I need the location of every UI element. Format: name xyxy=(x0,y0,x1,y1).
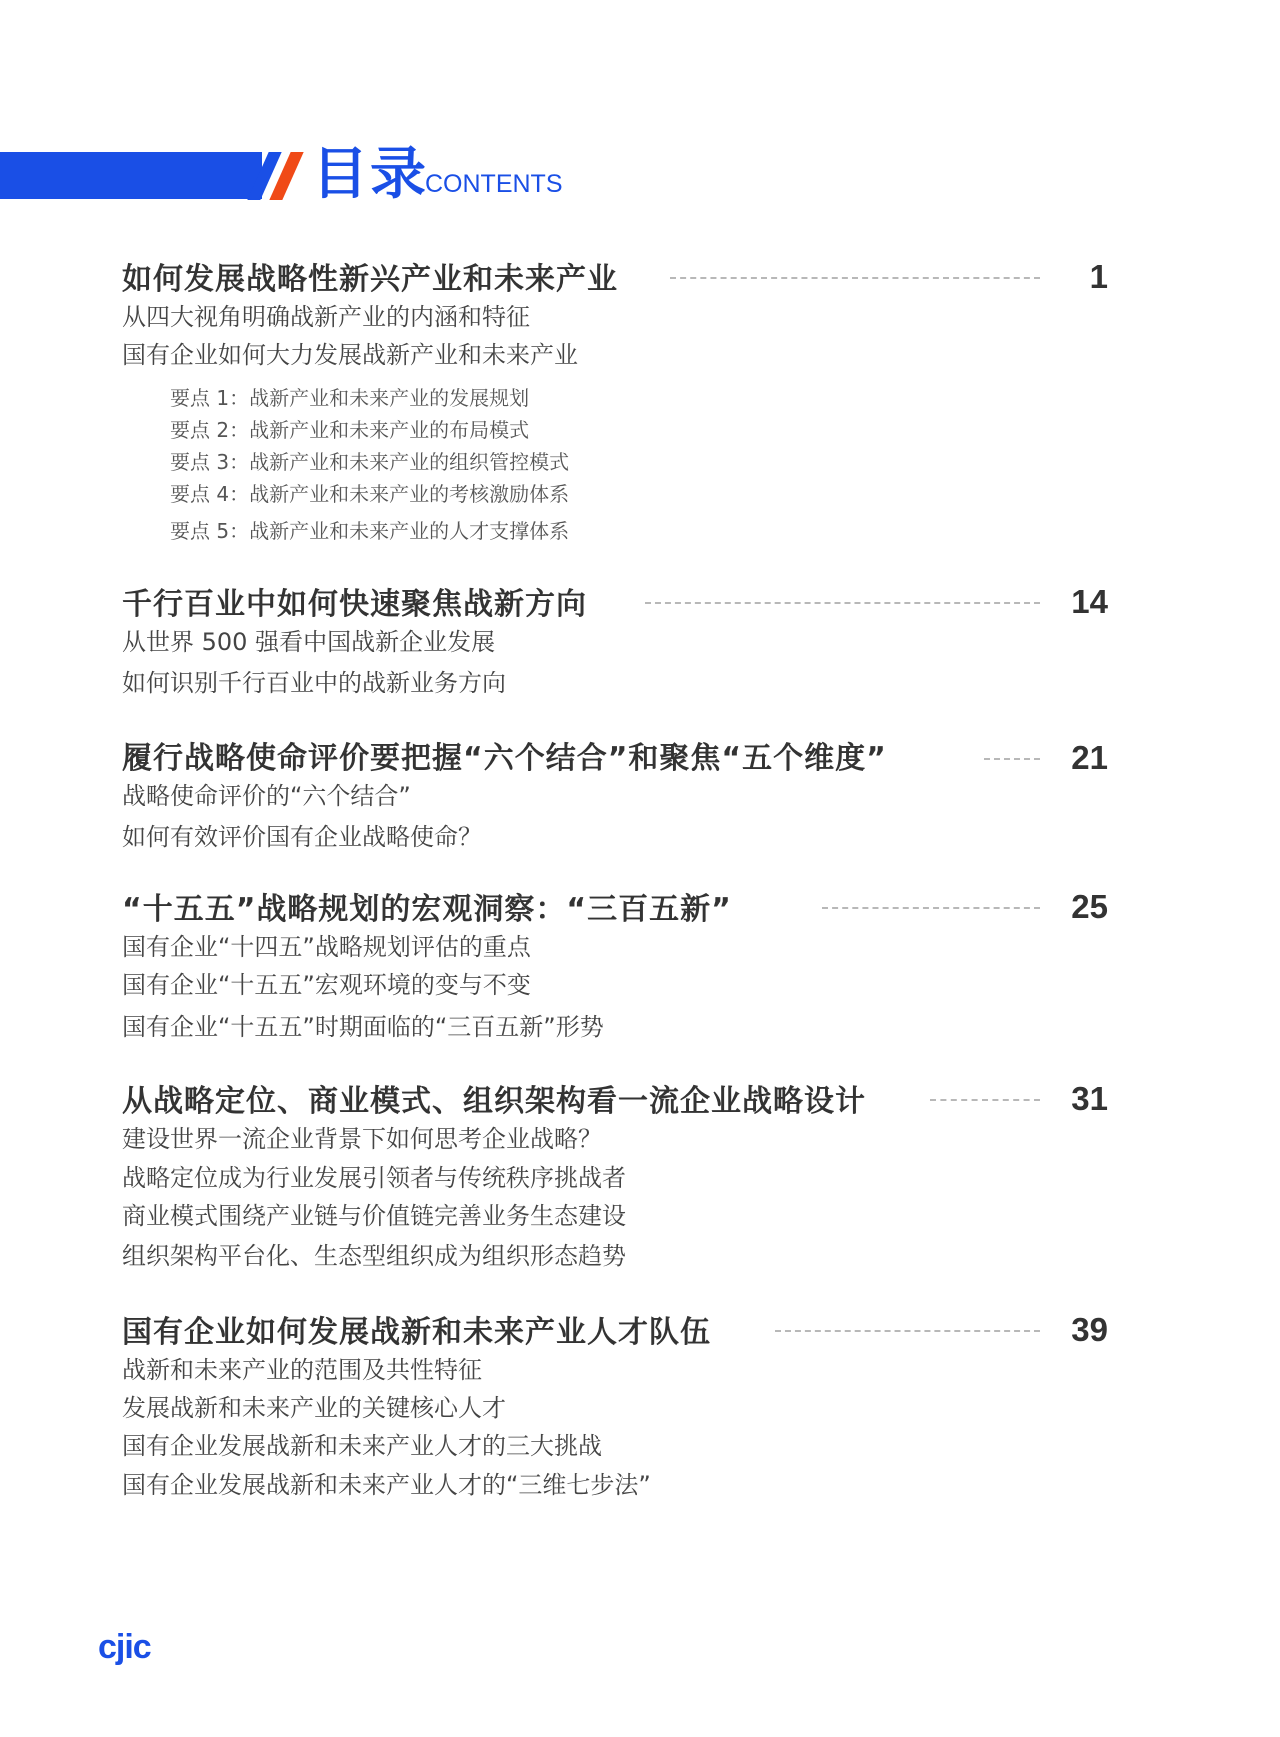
toc-subitem[interactable]: 商业模式围绕产业链与价值链完善业务生态建设 xyxy=(122,1202,626,1230)
toc-subitem[interactable]: 国有企业发展战新和未来产业人才的三大挑战 xyxy=(122,1432,602,1460)
toc-subitem[interactable]: 国有企业“十五五”时期面临的“三百五新”形势 xyxy=(122,1013,604,1041)
toc-page-number: 31 xyxy=(1071,1080,1108,1117)
toc-section-2-title[interactable]: 千行百业中如何快速聚焦战新方向 xyxy=(122,587,587,622)
toc-section-3-title[interactable]: 履行战略使命评价要把握“六个结合”和聚焦“五个维度” xyxy=(122,741,887,776)
toc-subitem[interactable]: 战略使命评价的“六个结合” xyxy=(122,782,411,810)
toc-point[interactable]: 要点 3：战新产业和未来产业的组织管控模式 xyxy=(170,450,570,474)
toc-page-number: 21 xyxy=(1071,739,1108,776)
toc-subitem[interactable]: 战新和未来产业的范围及共性特征 xyxy=(122,1356,482,1384)
toc-point[interactable]: 要点 2：战新产业和未来产业的布局模式 xyxy=(170,418,530,442)
toc-leader xyxy=(645,602,1040,604)
toc-leader xyxy=(822,907,1040,909)
header-band xyxy=(0,152,262,199)
toc-subitem[interactable]: 组织架构平台化、生态型组织成为组织形态趋势 xyxy=(122,1242,626,1270)
page-title-en: CONTENTS xyxy=(425,170,563,198)
toc-section-6-title[interactable]: 国有企业如何发展战新和未来产业人才队伍 xyxy=(122,1315,711,1350)
toc-section-1-title[interactable]: 如何发展战略性新兴产业和未来产业 xyxy=(122,262,618,297)
toc-page-number: 14 xyxy=(1071,583,1108,620)
toc-point[interactable]: 要点 4：战新产业和未来产业的考核激励体系 xyxy=(170,482,570,506)
toc-page-number: 39 xyxy=(1071,1311,1108,1348)
toc-section-5-title[interactable]: 从战略定位、商业模式、组织架构看一流企业战略设计 xyxy=(122,1084,866,1119)
toc-subitem[interactable]: 如何有效评价国有企业战略使命？ xyxy=(122,823,482,851)
toc-page-number: 1 xyxy=(1089,258,1108,295)
toc-leader xyxy=(775,1330,1040,1332)
toc-subitem[interactable]: 国有企业如何大力发展战新产业和未来产业 xyxy=(122,341,578,369)
cjic-logo: cjic xyxy=(98,1628,151,1666)
toc-section-4-title[interactable]: “十五五”战略规划的宏观洞察：“三百五新” xyxy=(122,892,732,927)
toc-page-number: 25 xyxy=(1071,888,1108,925)
toc-subitem[interactable]: 战略定位成为行业发展引领者与传统秩序挑战者 xyxy=(122,1164,626,1192)
toc-point[interactable]: 要点 1：战新产业和未来产业的发展规划 xyxy=(170,386,530,410)
toc-subitem[interactable]: 国有企业发展战新和未来产业人才的“三维七步法” xyxy=(122,1471,651,1499)
toc-subitem[interactable]: 从世界 500 强看中国战新企业发展 xyxy=(122,628,496,656)
toc-subitem[interactable]: 从四大视角明确战新产业的内涵和特征 xyxy=(122,303,530,331)
toc-subitem[interactable]: 国有企业“十四五”战略规划评估的重点 xyxy=(122,933,531,961)
toc-subitem[interactable]: 建设世界一流企业背景下如何思考企业战略？ xyxy=(122,1125,602,1153)
toc-point[interactable]: 要点 5：战新产业和未来产业的人才支撑体系 xyxy=(170,519,570,543)
toc-subitem[interactable]: 如何识别千行百业中的战新业务方向 xyxy=(122,669,506,697)
toc-leader xyxy=(670,277,1040,279)
toc-subitem[interactable]: 国有企业“十五五”宏观环境的变与不变 xyxy=(122,971,531,999)
toc-subitem[interactable]: 发展战新和未来产业的关键核心人才 xyxy=(122,1394,506,1422)
page-title: 目录 xyxy=(312,142,428,207)
